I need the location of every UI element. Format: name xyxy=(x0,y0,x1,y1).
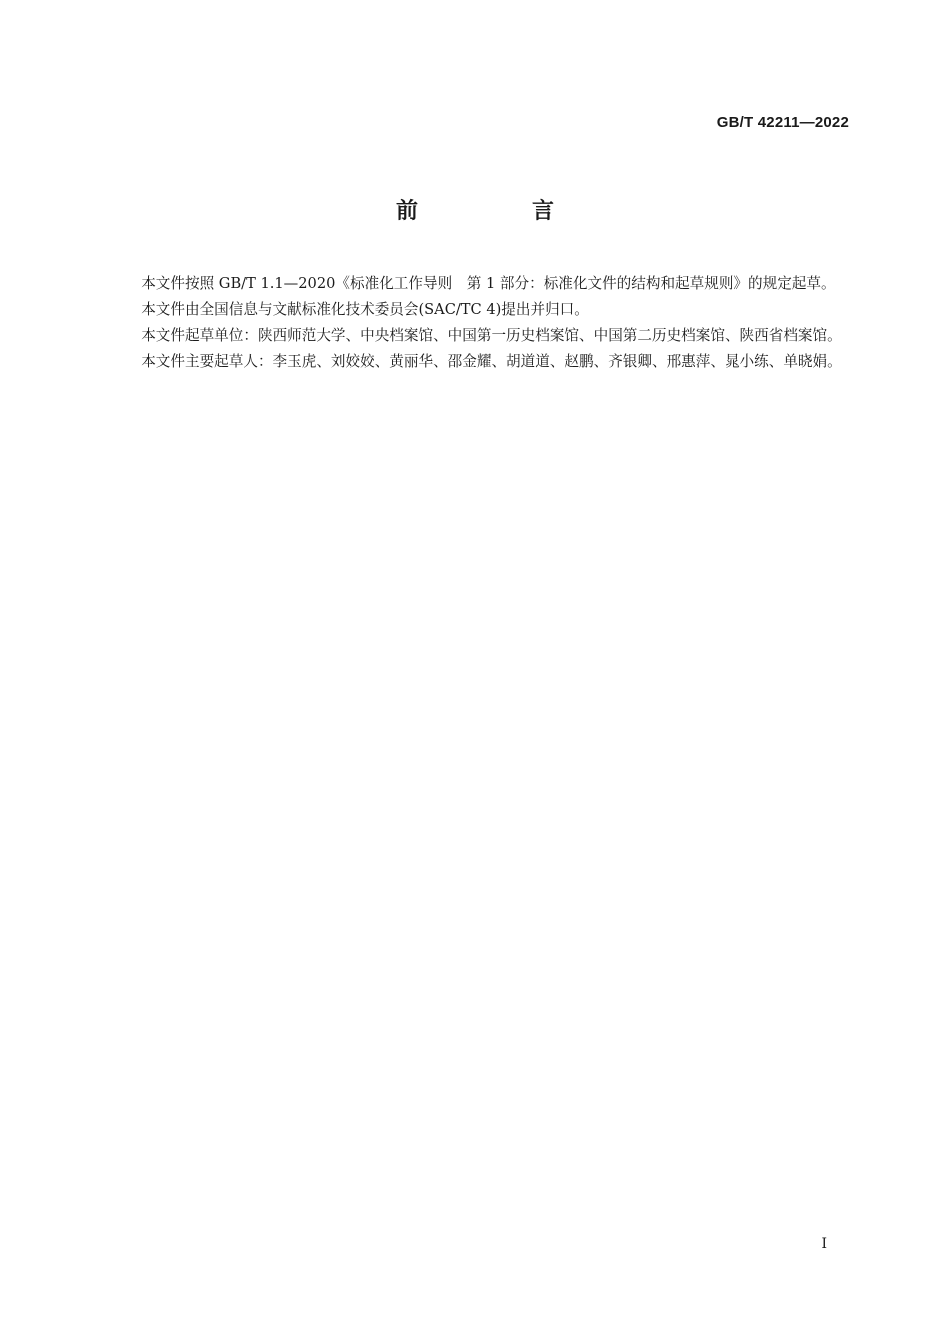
foreword-body xyxy=(112,271,848,375)
standard-code: GB/T 42211—2022 xyxy=(716,114,849,131)
page-number: Ⅰ xyxy=(821,1236,827,1252)
paragraph-proposer: 本文件由全国信息与文献标准化技术委员会(SAC/TC 4)提出并归口。 xyxy=(141,301,589,318)
paragraph-drafters: 本文件主要起草人：李玉虎、刘姣姣、黄丽华、邵金耀、胡道道、赵鹏、齐银卿、邢惠萍、晁小练、单晓娟。 xyxy=(141,353,842,370)
paragraph-drafting-units: 本文件起草单位：陕西师范大学、中央档案馆、中国第一历史档案馆、中国第二历史档案馆、陕西省档案馆。 xyxy=(141,327,842,344)
paragraph-drafting-rules: 本文件按照 GB/T 1.1—2020《标准化工作导则 第 1 部分：标准化文件的结构和起草规则》的规定起草。 xyxy=(141,275,836,292)
page-title: 前 言 xyxy=(395,199,600,224)
